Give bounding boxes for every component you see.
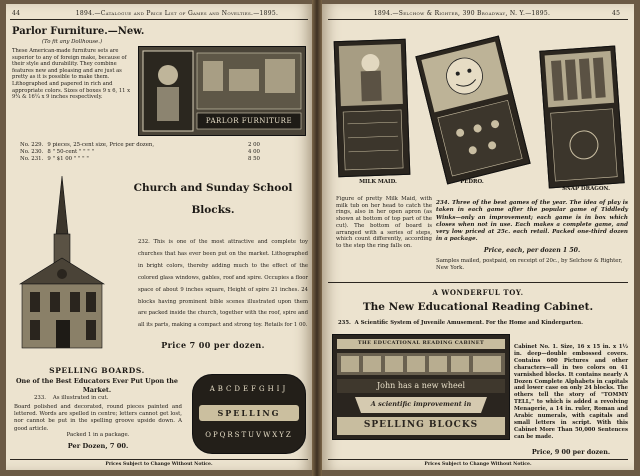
spelling-body: Board polished and decorated, round pieces painted and lettered. Words are spelled in centre; letters cannot get lost, nor cannot be put in the spelling groove upside down. A good article. bbox=[14, 404, 182, 432]
right-header: 1894.—Selchow & Righter, 390 Broadway, N. Y.—1895. bbox=[373, 10, 551, 17]
pedro-caption: PEDRO. bbox=[460, 179, 484, 185]
price-row: No. 229. 9 pieces, 25-cent size, Price per dozen, 2 00 bbox=[20, 142, 260, 148]
church-body: 232. This is one of the most attractive and complete toy churches that has ever been put on the market. Lithographed in bright colors, thereby adding much to the effect of the colored glass windows, gables, roof and spire. Occupies a floor space of about 9 inches square, Height of spire 21 inches. 24 blocks having prominent bible scenes illustrated upon them are packed inside the church, together with the roof, spire and all its parts, making a compact and strong toy. Retails for 1 00. bbox=[138, 239, 308, 329]
right-footer: Prices Subject to Change Without Notice. bbox=[424, 462, 532, 467]
parlor-title: Parlor Furniture.—New. bbox=[12, 26, 145, 37]
right-page bbox=[322, 4, 634, 470]
reading-cabinet-image bbox=[332, 334, 510, 440]
spelling-number-line: 233. As illustrated in cut. bbox=[34, 395, 109, 401]
snap-dragon-game-image bbox=[539, 46, 624, 189]
book-gutter bbox=[312, 0, 322, 476]
left-header: 1894.—Catalogue and Price List of Games and Novelties.—1895. bbox=[75, 10, 279, 17]
reading-image-sentence: John has a new wheel bbox=[376, 381, 466, 390]
reading-image-banner: A scientific improvement in bbox=[370, 400, 472, 408]
parlor-furniture-image bbox=[138, 46, 306, 136]
spelling-title: SPELLING BOARDS. bbox=[49, 366, 145, 375]
parlor-subtitle: (To fit any Dollhouse.) bbox=[41, 39, 103, 45]
spelling-image-top-letters: ABCDEFGHIJ bbox=[209, 385, 289, 393]
spelling-image-word: SPELLING bbox=[217, 408, 281, 418]
reading-kicker: A WONDERFUL TOY. bbox=[432, 288, 524, 297]
parlor-price-list bbox=[20, 142, 260, 164]
milk-maid-caption: MILK MAID. bbox=[359, 179, 397, 185]
spelling-price: Per Dozen, 7 00. bbox=[67, 442, 129, 450]
reading-price: Price, 9 00 per dozen. bbox=[531, 448, 611, 456]
spelling-board-image bbox=[192, 374, 306, 454]
pedro-game-image bbox=[415, 36, 530, 185]
reading-image-bottom-label: SPELLING BLOCKS bbox=[363, 420, 479, 430]
game-234-price: Price, each, per dozen 1 50. bbox=[483, 247, 581, 254]
reading-subtitle-line: 235. A Scientific System of Juvenile Amusement. For the Home and Kindergarten. bbox=[338, 320, 583, 326]
parlor-body: These American-made furniture sets are superior to any of foreign make, because of their style and durability. They combine features new and pleasing and are just as pretty as it is possible to make them. Lithographed and papered in rich and appropriate colors. Sizes of boxes 9 x 6, 11 x 9¾ & 16¼ x 9 inches respectively. bbox=[12, 48, 131, 101]
game-234-samples: Samples mailed, postpaid, on receipt of 20c., by Selchow & Righter, New York. bbox=[436, 258, 623, 272]
church-price: Price 7 00 per dozen. bbox=[161, 340, 265, 350]
spelling-image-bottom-letters: OPQRSTUVWXYZ bbox=[205, 431, 293, 439]
left-footer: Prices Subject to Change Without Notice. bbox=[105, 462, 213, 467]
milk-maid-game-image bbox=[334, 39, 411, 177]
spelling-packed: Packed 1 in a package. bbox=[66, 432, 130, 438]
church-title-line1: Church and Sunday School bbox=[133, 182, 293, 194]
church-title-line2: Blocks. bbox=[191, 204, 235, 216]
reading-title: The New Educational Reading Cabinet. bbox=[362, 301, 594, 313]
left-page-number: 44 bbox=[12, 10, 21, 17]
parlor-image-label: PARLOR FURNITURE bbox=[205, 117, 293, 125]
right-page-number: 45 bbox=[612, 10, 621, 17]
game-234-body: 234. Three of the best games of the year. The idea of play is taken in each game after the popular game of Tiddledy Winks—only an improvement; each game is in box which closes when not in use. Each makes a complete game, and very low priced at 25c. each retail. Packed one-third dozen in a package. bbox=[436, 200, 629, 243]
snap-dragon-caption: SNAP DRAGON. bbox=[561, 186, 611, 192]
milk-maid-description: Figure of pretty Milk Maid, with milk tub on her head to catch the rings, also in her open apron (as shown at bottom of top part of the cut). The bottom of board is arranged with a series of steps, which count differently, according to the step the ring falls on. bbox=[336, 196, 432, 249]
reading-image-top-label: THE EDUCATIONAL READING CABINET bbox=[357, 340, 485, 346]
price-row: No. 231. 9 " $1 00 " " " " 8 50 bbox=[20, 156, 260, 163]
spelling-subtitle: One of the Best Educators Ever Put Upon the Market. bbox=[15, 377, 178, 394]
reading-body: Cabinet No. 1. Size, 16 x 15 in. x 1½ in. deep—double embossed covers. Contains 600 Pictures and other characters—all in two colors on 41 varnished blocks. It contains nearly A Dozen Complete Alphabets in capitals and lower case on only 24 blocks. The others tell the story of "TOMMY TELL," to which is added a revolving Menagerie, a 14 in. ruler, Roman and Arabic numerals, with capitals and small letters in script. With this Cabinet More Than 50,000 Sentences can be made. bbox=[514, 344, 628, 440]
price-row: No. 230. 8 " 50-cent " " " " 4 00 bbox=[20, 149, 260, 156]
church-image bbox=[12, 174, 112, 354]
left-page bbox=[6, 4, 312, 470]
